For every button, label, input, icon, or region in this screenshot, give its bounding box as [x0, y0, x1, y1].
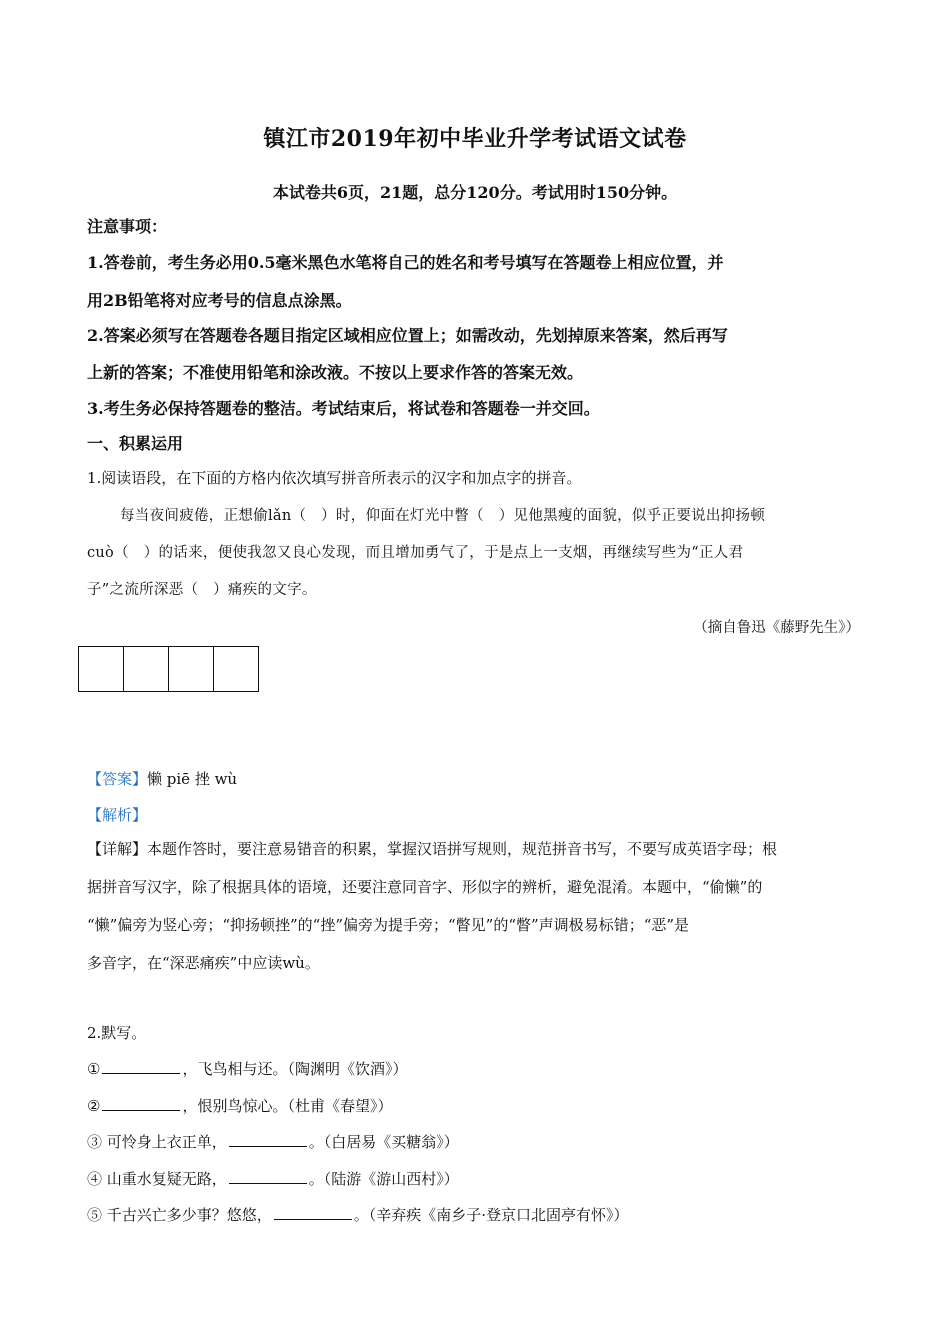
answer-box[interactable]: [169, 647, 214, 691]
q2-item-1: [87, 1058, 867, 1079]
q1-passage-line-3: 子”之流所深恶（ ）痛疾的文字。: [87, 582, 317, 598]
q1-source: （摘自鲁迅《藤野先生》）: [693, 620, 860, 636]
analysis-tag: 【解析】: [87, 806, 148, 824]
q2-item-1-post: ，飞鸟相与还。（陶渊明《饮酒》）: [182, 1060, 408, 1078]
q2-item-2-post: ，恨别鸟惊心。（杜甫《春望》）: [182, 1097, 393, 1115]
exam-subtitle: 本试卷共6页，21题，总分120分。考试用时150分钟。: [272, 183, 678, 202]
q2-prompt: 2.默写。: [87, 1024, 147, 1042]
fill-blank[interactable]: [102, 1059, 180, 1074]
q2-item-4-pre: ④ 山重水复疑无路，: [87, 1170, 227, 1188]
q1-detail-line-1: 【详解】本题作答时，要注意易错音的积累，掌握汉语拼写规则，规范拼音书写，不要写成英语字母；根: [87, 840, 778, 858]
q2-item-1-pre: ①: [87, 1060, 101, 1078]
q2-item-5: [87, 1204, 867, 1225]
q1-detail-line-2: 据拼音写汉字，除了根据具体的语境，还要注意同音字、形似字的辨析，避免混淆。本题中，“偷懒”的: [87, 878, 763, 896]
q1-detail-line-3: “懒”偏旁为竖心旁；“抑扬顿挫”的“挫”偏旁为提手旁；“瞥见”的“瞥”声调极易标错；“恶”是: [87, 916, 690, 934]
notice-item-1-line-1: 1.答卷前，考生务必用0.5毫米黑色水笔将自己的姓名和考号填写在答题卷上相应位置，并: [87, 253, 724, 272]
notice-item-2-line-1: 2.答案必须写在答题卷各题目指定区域相应位置上；如需改动，先划掉原来答案，然后再写: [87, 326, 728, 345]
q2-item-3: [87, 1131, 867, 1152]
q2-item-5-post: 。（辛弃疾《南乡子·登京口北固亭有怀》）: [353, 1206, 629, 1224]
q2-item-4: [87, 1168, 867, 1189]
notice-heading: 注意事项：: [87, 217, 168, 236]
fill-blank[interactable]: [274, 1205, 352, 1220]
answer-tag: 【答案】: [87, 770, 148, 788]
q1-passage-line-1: 每当夜间疲倦，正想偷lǎn（ ）时，仰面在灯光中瞥（ ）见他黑瘦的面貌，似乎正要说出抑扬顿: [120, 508, 766, 524]
fill-blank[interactable]: [229, 1132, 307, 1147]
q2-item-2: [87, 1095, 867, 1116]
answer-box[interactable]: [214, 647, 259, 691]
q2-item-2-pre: ②: [87, 1097, 101, 1115]
q2-item-3-post: 。（白居易《买糖翁》）: [308, 1133, 459, 1151]
q1-answer: [87, 768, 867, 789]
fill-blank[interactable]: [229, 1169, 307, 1184]
answer-grid: [78, 646, 259, 692]
q2-item-5-pre: ⑤ 千古兴亡多少事？悠悠，: [87, 1206, 272, 1224]
notice-item-2-line-2: 上新的答案；不准使用铅笔和涂改液。不按以上要求作答的答案无效。: [87, 363, 584, 382]
notice-item-3: 3.考生务必保持答题卷的整洁。考试结束后，将试卷和答题卷一并交回。: [87, 399, 600, 418]
fill-blank[interactable]: [102, 1096, 180, 1111]
q2-item-3-pre: ③ 可怜身上衣正单，: [87, 1133, 227, 1151]
q1-prompt: 1.阅读语段，在下面的方格内依次填写拼音所表示的汉字和加点字的拼音。: [87, 469, 582, 487]
q2-item-4-post: 。（陆游《游山西村》）: [308, 1170, 459, 1188]
q1-detail-line-4: 多音字，在“深恶痛疾”中应读wù。: [87, 954, 320, 972]
section-heading: 一、积累运用: [87, 434, 184, 453]
answer-box[interactable]: [79, 647, 124, 691]
answer-box[interactable]: [124, 647, 169, 691]
page-title: 镇江市2019年初中毕业升学考试语文试卷: [263, 126, 687, 152]
notice-item-1-line-2: 用2B铅笔将对应考号的信息点涂黑。: [87, 291, 352, 310]
answer-text: 懒 piē 挫 wù: [147, 770, 238, 788]
q1-passage-line-2: cuò（ ）的话来，便使我忽又良心发现，而且增加勇气了，于是点上一支烟，再继续写些为“正人君: [87, 545, 744, 561]
